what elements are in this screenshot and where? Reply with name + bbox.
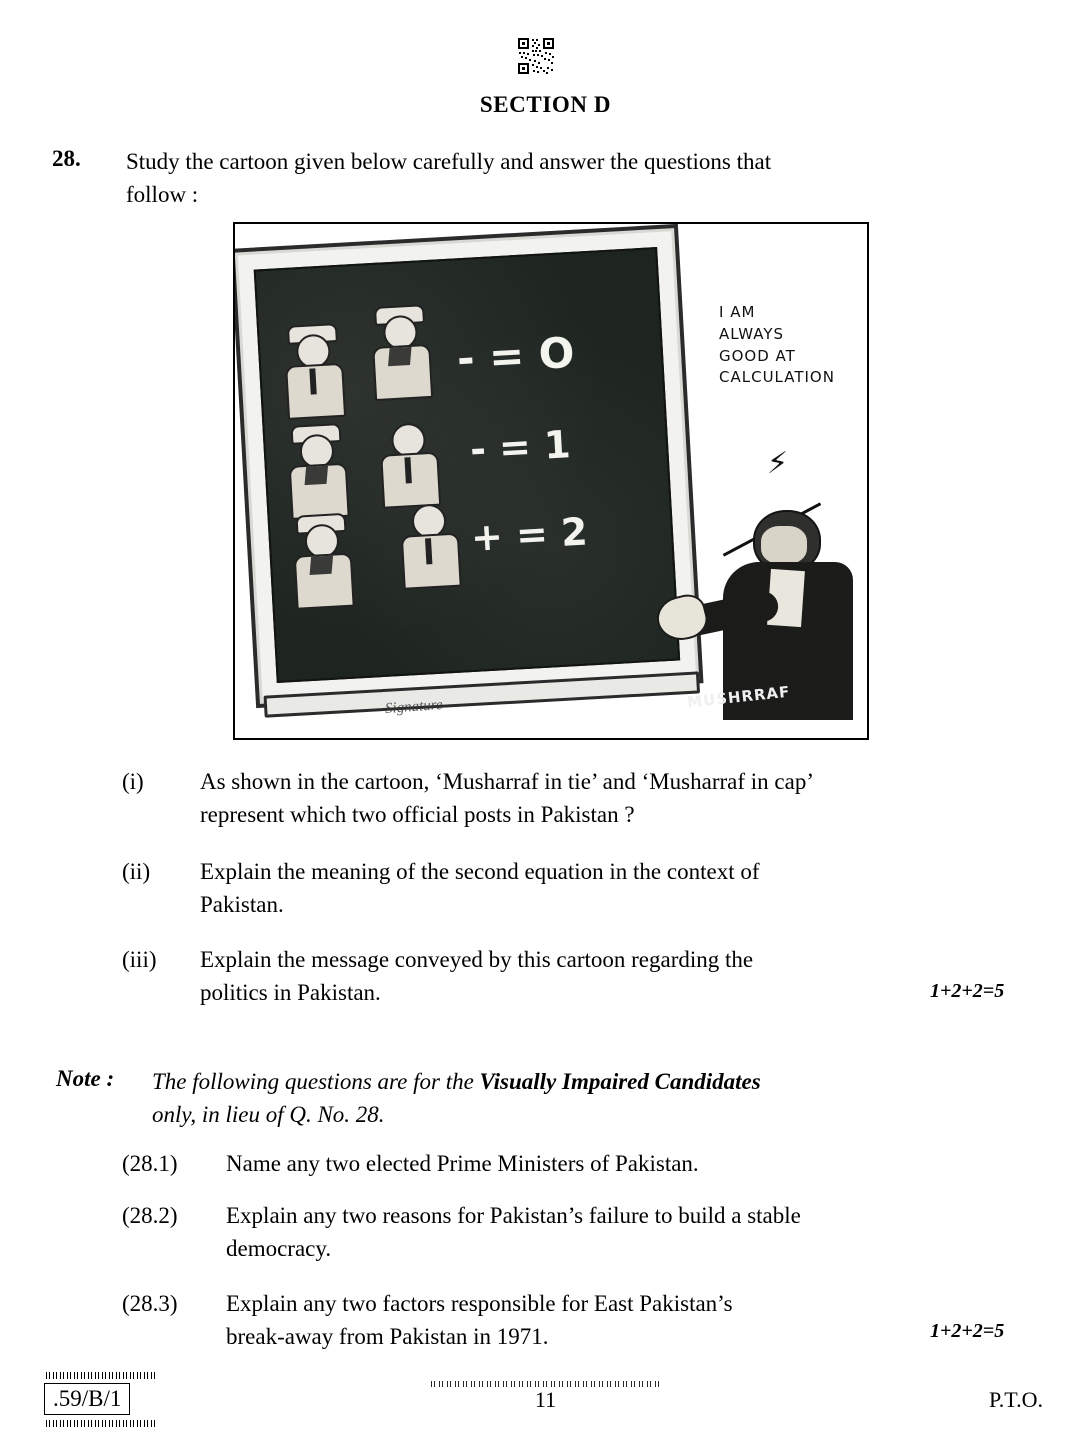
page-number: 11: [534, 1387, 557, 1412]
figure-musharraf-tie-2: [396, 489, 459, 588]
marks-question-28: 1+2+2=5: [930, 980, 1005, 1002]
question-28-2: [122, 1200, 982, 1265]
blackboard-surface: [254, 247, 680, 683]
sub-question-label: (ii): [122, 859, 151, 884]
sub-question-text: [200, 944, 980, 1009]
sub-question-line1: As shown in the cartoon, ‘Musharraf in tie’ and ‘Musharraf in cap’: [200, 769, 814, 794]
question-28-3: [122, 1288, 982, 1353]
note-line2: only, in lieu of Q. No. 28.: [152, 1101, 385, 1127]
sub-question-line2: Pakistan.: [200, 891, 284, 917]
sub-question-line1: Explain the message conveyed by this cartoon regarding the: [200, 947, 754, 972]
footer-barcode-bottom: [46, 1420, 156, 1427]
speech-text: [719, 302, 859, 389]
sub-question-label: (i): [122, 769, 144, 794]
note-text: [152, 1066, 984, 1131]
speech-line-1: I AM: [719, 303, 756, 321]
equation-3: + = 2: [469, 509, 589, 560]
question-text: [226, 1148, 982, 1181]
question-28-sub-iii: [122, 944, 980, 1009]
section-heading: SECTION D: [479, 92, 612, 117]
face-shape: [761, 526, 807, 564]
sub-question-text: [200, 856, 980, 921]
question-text: [226, 1200, 982, 1265]
spark-icon: ⚡: [767, 446, 789, 481]
question-line1: Name any two elected Prime Ministers of Pakistan.: [226, 1151, 699, 1176]
question-28-number: 28.: [52, 146, 81, 171]
question-line2: democracy.: [226, 1235, 332, 1261]
question-28-prompt: [126, 146, 984, 211]
speech-line-4: CALCULATION: [719, 368, 835, 387]
equation-2: - = 1: [468, 422, 572, 472]
equation-1: - = O: [455, 327, 576, 384]
footer-barcode-top: [46, 1372, 156, 1379]
speech-line-2: ALWAYS: [719, 324, 785, 343]
question-label: (28.3): [122, 1291, 178, 1316]
blackboard: [233, 224, 703, 708]
marks-visually-impaired: 1+2+2=5: [930, 1320, 1005, 1342]
figure-musharraf-cap-2: [368, 300, 431, 399]
lapel-shape: [310, 556, 333, 575]
figure-musharraf-cap-1: [281, 319, 344, 418]
sub-question-label: (iii): [122, 947, 157, 972]
speech-line-3: GOOD AT: [719, 346, 796, 365]
question-label: (28.1): [122, 1151, 178, 1176]
qr-code-svg: [516, 36, 556, 76]
note-line1-bold: Visually Impaired Candidates: [479, 1069, 761, 1094]
cartoon-image: [233, 222, 869, 740]
sub-question-line2: represent which two official posts in Pakistan ?: [200, 801, 635, 827]
paper-code: .59/B/1: [44, 1383, 130, 1415]
question-line1: Explain any two reasons for Pakistan’s failure to build a stable: [226, 1203, 801, 1228]
note-label: Note :: [56, 1066, 115, 1091]
question-line1: Explain any two factors responsible for East Pakistan’s: [226, 1291, 733, 1316]
lapel-shape: [305, 466, 328, 485]
question-28-prompt-line1: Study the cartoon given below carefully and answer the questions that: [126, 149, 772, 174]
pto-label: P.T.O.: [989, 1387, 1043, 1412]
lapel-shape: [388, 347, 411, 366]
sub-question-line2: politics in Pakistan.: [200, 979, 381, 1005]
cartoon-character-label: MUSHRRAF: [686, 682, 792, 712]
sub-question-text: [200, 766, 980, 831]
question-28-prompt-line2: follow :: [126, 181, 199, 207]
figure-musharraf-cap-4: [289, 509, 352, 608]
question-28-sub-i: [122, 766, 980, 831]
question-label: (28.2): [122, 1203, 178, 1228]
question-28-1: [122, 1148, 982, 1181]
note-line1-prefix: The following questions are for the: [152, 1069, 480, 1094]
figure-musharraf-cap-3: [284, 419, 347, 518]
question-text: [226, 1288, 982, 1353]
qr-code-icon: [516, 36, 556, 76]
cartoonist-signature: Signature: [384, 697, 444, 717]
question-28-sub-ii: [122, 856, 980, 921]
sub-question-line1: Explain the meaning of the second equation in the context of: [200, 859, 760, 884]
question-line2: break-away from Pakistan in 1971.: [226, 1323, 549, 1349]
cartoon-inner: [235, 224, 867, 738]
